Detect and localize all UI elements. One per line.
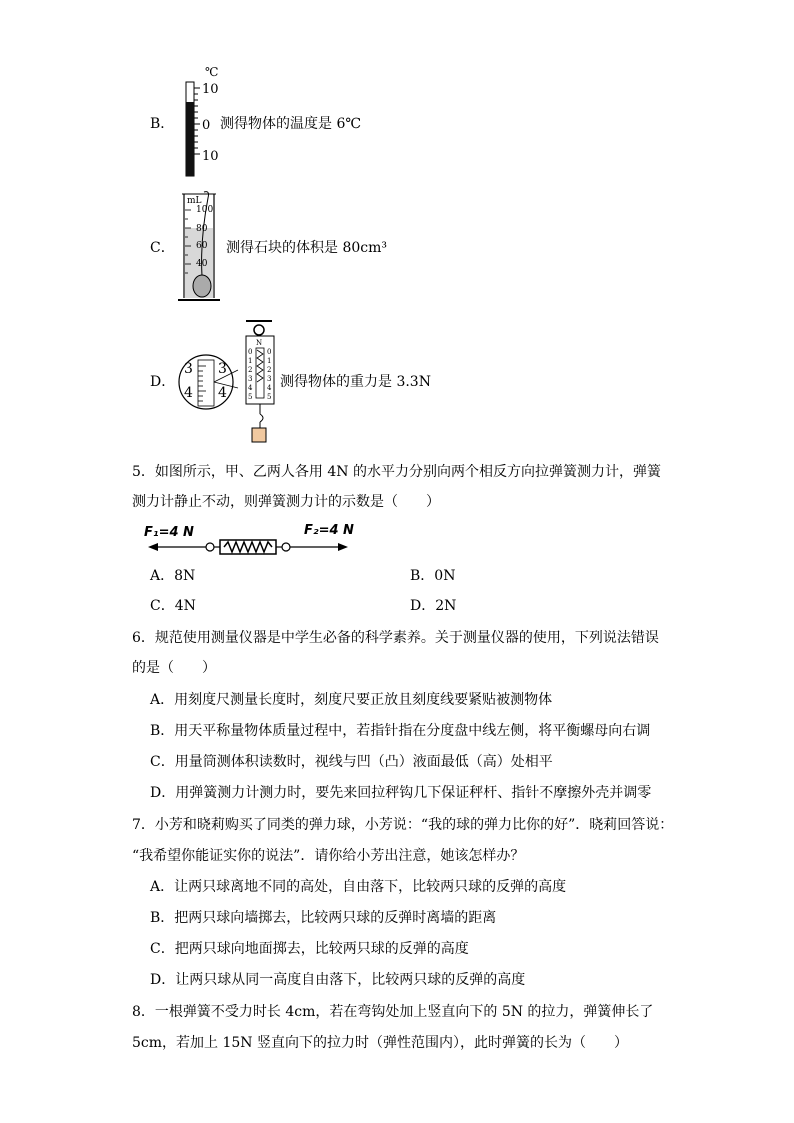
spring-scale-unit: N xyxy=(256,339,263,347)
f1-label: F₁=4 N xyxy=(144,525,194,540)
spring-scale-tick-right: 4 xyxy=(267,384,272,392)
spring-scale-tick-left: 4 xyxy=(248,384,253,392)
option-c-text: 测得石块的体积是 80cm³ xyxy=(226,240,387,256)
spring-scale-tick-left: 3 xyxy=(248,375,253,383)
thermometer-figure xyxy=(176,64,224,178)
spring-scale-tick-right: 3 xyxy=(267,375,272,383)
q5-stem-line1: 5．如图所示，甲、乙两人各用 4N 的水平力分别向两个相反方向拉弹簧测力计，弹簧 xyxy=(132,464,661,480)
spring-scale-tick-left: 2 xyxy=(248,366,253,374)
q7-option-d: D．让两只球从同一高度自由落下，比较两只球的反弹的高度 xyxy=(150,972,526,988)
q5-option-b: B．0N xyxy=(410,568,456,584)
q7-stem-line2: “我希望你能证实你的说法”．请你给小芳出注意，她该怎样办？ xyxy=(132,848,525,864)
option-d-text: 测得物体的重力是 3.3N xyxy=(280,374,431,390)
spring-scale-figure xyxy=(176,318,276,448)
zoom-label-bottom-right: 4 xyxy=(218,385,227,401)
zoom-label-top-right: 3 xyxy=(218,361,227,377)
spring-scale-tick-right: 0 xyxy=(267,348,272,356)
q6-option-c: C．用量筒测体积读数时，视线与凹（凸）液面最低（高）处相平 xyxy=(150,754,553,770)
option-d-letter: D． xyxy=(150,374,176,390)
cylinder-label-40: 40 xyxy=(196,259,208,269)
zoom-label-bottom-left: 4 xyxy=(184,385,193,401)
thermometer-mid-label: 0 xyxy=(202,118,211,133)
spring-scale-tick-right: 1 xyxy=(267,357,272,365)
cylinder-label-60: 60 xyxy=(196,241,208,251)
q6-option-a: A．用刻度尺测量长度时，刻度尺要正放且刻度线要紧贴被测物体 xyxy=(150,692,553,708)
spring-scale-tick-left: 5 xyxy=(248,393,253,401)
thermometer-bottom-label: 10 xyxy=(202,149,219,164)
q8-stem-line2: 5cm，若加上 15N 竖直向下的拉力时（弹性范围内），此时弹簧的长为（ ） xyxy=(132,1035,628,1051)
q6-stem-line1: 6．规范使用测量仪器是中学生必备的科学素养。关于测量仪器的使用，下列说法错误 xyxy=(132,630,659,646)
tug-spring-scale-figure xyxy=(140,518,356,558)
thermometer-unit: ℃ xyxy=(205,65,219,79)
option-b-text: 测得物体的温度是 6℃ xyxy=(220,116,362,132)
cylinder-unit: mL xyxy=(187,196,202,206)
q6-stem-line2: 的是（ ） xyxy=(132,660,216,676)
q5-option-a: A．8N xyxy=(150,568,196,584)
option-c-letter: C． xyxy=(150,240,175,256)
q5-option-d: D．2N xyxy=(410,598,457,614)
q7-stem-line1: 7．小芳和晓莉购买了同类的弹力球，小芳说：“我的球的弹力比你的好”．晓莉回答说： xyxy=(132,817,674,833)
option-b-letter: B． xyxy=(150,116,175,132)
q5-stem-line2: 测力计静止不动，则弹簧测力计的示数是（ ） xyxy=(132,494,440,510)
cylinder-label-100: 100 xyxy=(196,205,214,215)
f2-label: F₂=4 N xyxy=(304,523,354,538)
spring-scale-tick-left: 0 xyxy=(248,348,253,356)
q5-option-c: C．4N xyxy=(150,598,196,614)
q7-option-b: B．把两只球向墙掷去，比较两只球的反弹时离墙的距离 xyxy=(150,910,497,926)
measuring-cylinder-figure xyxy=(176,190,224,306)
spring-scale-tick-right: 2 xyxy=(267,366,272,374)
spring-scale-tick-left: 1 xyxy=(248,357,253,365)
q7-option-a: A．让两只球离地不同的高处，自由落下，比较两只球的反弹的高度 xyxy=(150,879,567,895)
spring-scale-tick-right: 5 xyxy=(267,393,272,401)
thermometer-top-label: 10 xyxy=(202,82,219,97)
q6-option-b: B．用天平称量物体质量过程中，若指针指在分度盘中线左侧，将平衡螺母向右调 xyxy=(150,723,651,739)
zoom-label-top-left: 3 xyxy=(184,361,193,377)
cylinder-label-80: 80 xyxy=(196,224,208,234)
q7-option-c: C．把两只球向地面掷去，比较两只球的反弹的高度 xyxy=(150,941,469,957)
q8-stem-line1: 8．一根弹簧不受力时长 4cm，若在弯钩处加上竖直向下的 5N 的拉力，弹簧伸长了 xyxy=(132,1004,654,1020)
q6-option-d: D．用弹簧测力计测力时，要先来回拉秤钩几下保证秤杆、指针不摩擦外壳并调零 xyxy=(150,785,652,801)
